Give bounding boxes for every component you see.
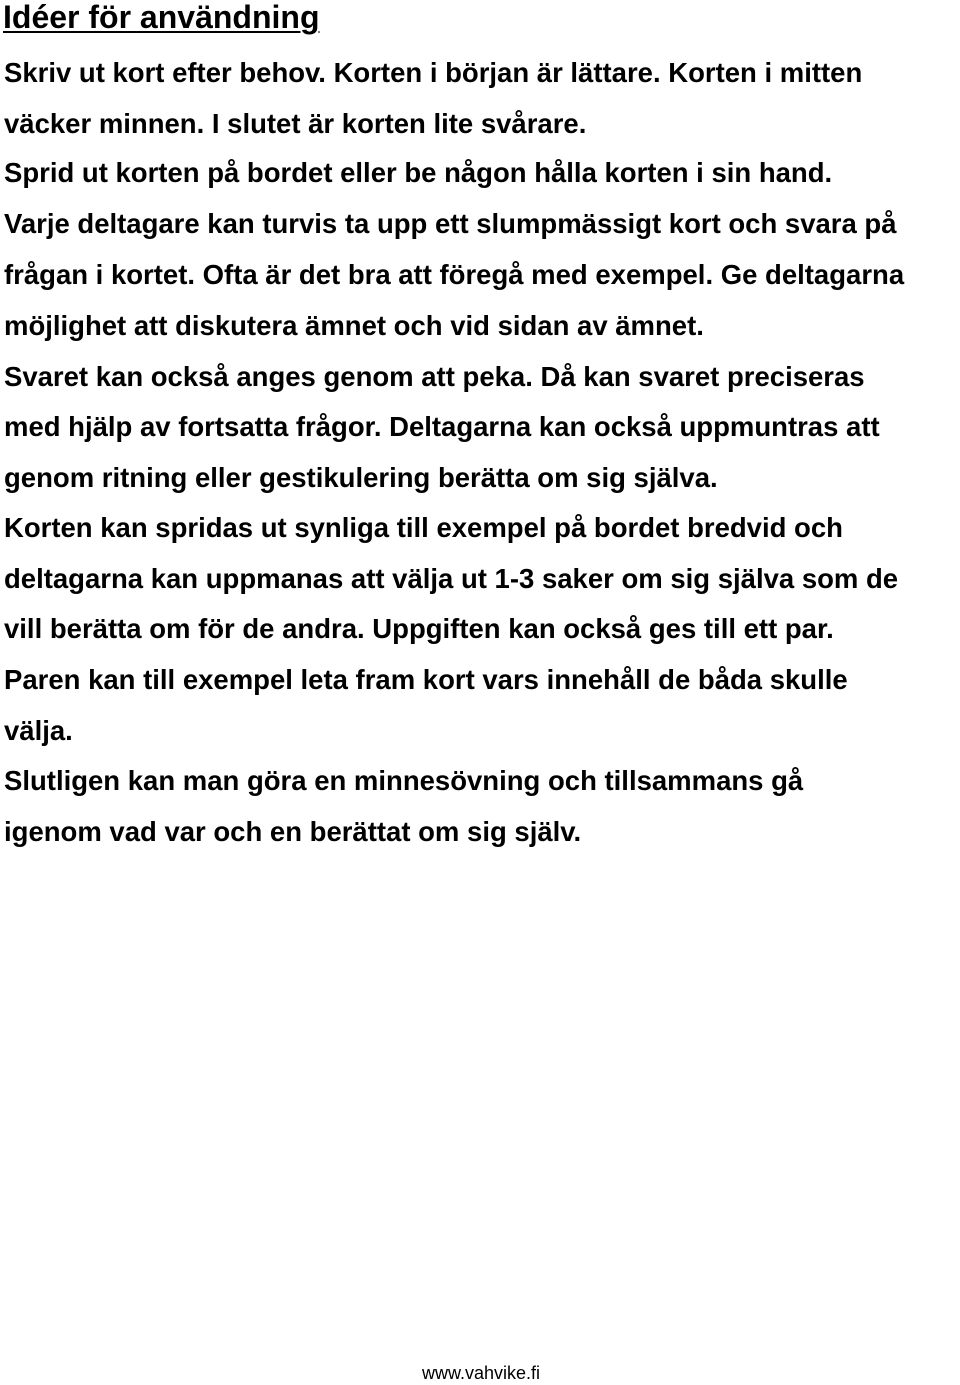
body-line: Varje deltagare kan turvis ta upp ett slumpmässigt kort och svara på <box>4 208 897 239</box>
body-line: vill berätta om för de andra. Uppgiften kan också ges till ett par. <box>4 613 834 644</box>
body-line: frågan i kortet. Ofta är det bra att föregå med exempel. Ge deltagarna <box>4 259 905 290</box>
body-line: Korten kan spridas ut synliga till exempel på bordet bredvid och <box>4 512 843 543</box>
body-line: genom ritning eller gestikulering berätta om sig själva. <box>4 462 718 493</box>
body-line: möjlighet att diskutera ämnet och vid sidan av ämnet. <box>4 310 704 341</box>
body-line: med hjälp av fortsatta frågor. Deltagarna kan också uppmuntras att <box>4 411 880 442</box>
body-line: välja. <box>4 715 73 746</box>
body-line: Svaret kan också anges genom att peka. Då kan svaret preciseras <box>4 361 865 392</box>
body-line: Sprid ut korten på bordet eller be någon hålla korten i sin hand. <box>4 157 833 188</box>
body-line: igenom vad var och en berättat om sig själv. <box>4 816 582 847</box>
footer-url: www.vahvike.fi <box>422 1363 541 1383</box>
body-line: deltagarna kan uppmanas att välja ut 1-3 saker om sig själva som de <box>4 563 899 594</box>
body-line: Slutligen kan man göra en minnesövning och tillsammans gå <box>4 765 804 796</box>
body-line: Paren kan till exempel leta fram kort vars innehåll de båda skulle <box>4 664 848 695</box>
body-line: väcker minnen. I slutet är korten lite svårare. <box>4 108 587 139</box>
body-line: Skriv ut kort efter behov. Korten i början är lättare. Korten i mitten <box>4 57 863 88</box>
page-title: Idéer för användning <box>3 0 320 35</box>
